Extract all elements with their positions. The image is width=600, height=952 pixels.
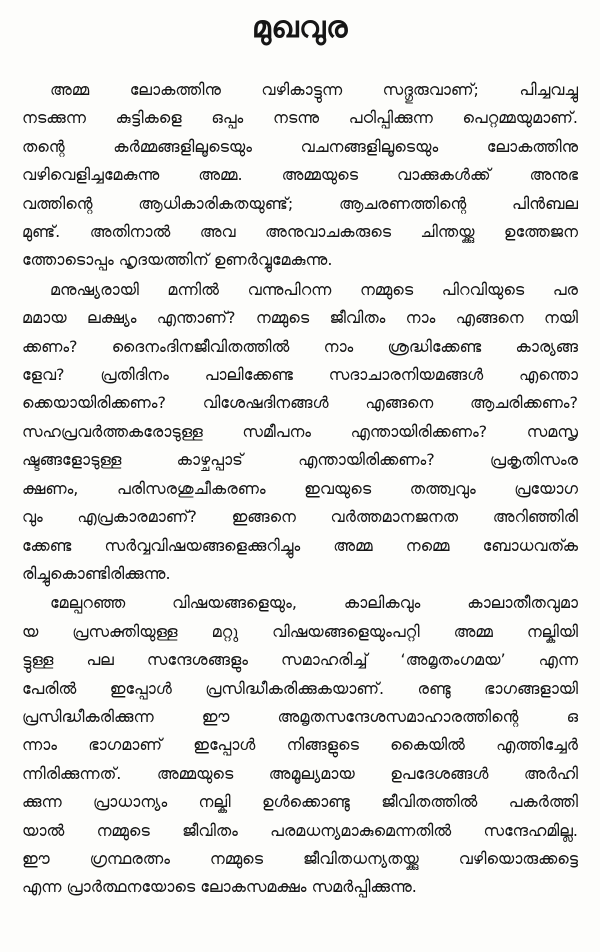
text-line: അമ്മ ലോകത്തിനു വഴികാട്ടുന്ന സദ്ഗുരുവാണ്; പിച്ചവച്ചു [50,80,578,99]
paragraph-3 [22,589,578,901]
text-line: വത്തിന്റെ ആധികാരികതയുണ്ട്; ആചരണത്തിന്റെ പിൻബല [22,193,578,213]
text-line: ട്ടുള്ള പല സന്ദേശങ്ങളും സമാഹരിച്ച് ‘അമൃതംഗമയ’ എന്ന [22,650,578,670]
text-line: നടക്കുന്ന കുട്ടികളെ ഒപ്പം നടന്നു പഠിപ്പിക്കുന്ന പെറ്റമ്മയുമാണ്. [22,108,578,128]
paragraph-2 [22,276,578,588]
text-line: വഴിവെളിച്ചമേകുന്നു അമ്മ. അമ്മയുടെ വാക്കുകൾക്ക് അനുഭ [22,165,578,185]
text-line: രിച്ചുകൊണ്ടിരിക്കുന്നു. [22,563,171,583]
text-line: ക്കേണ്ട സർവ്വവിഷയങ്ങളെക്കുറിച്ചും അമ്മ നമ്മെ ബോധവത്ക [22,535,578,555]
text-line: ത്തോടൊപ്പം ഹൃദയത്തിന് ഉണർവ്വുമേകുന്നു. [22,250,333,270]
text-line: പേരിൽ ഇപ്പോൾ പ്രസിദ്ധീകരിക്കുകയാണ്. രണ്ടു ഭാഗങ്ങളായി [22,678,578,698]
text-line: ക്ഷണം, പരിസരശുചീകരണം ഇവയുടെ തത്ത്വവും പ്രയോഗ [22,478,578,498]
text-line: ന്നിരിക്കുന്നത്. അമ്മയുടെ അമൂല്യമായ ഉപദേശങ്ങൾ അർഹി [22,763,578,783]
text-line: സഹപ്രവർത്തകരോടുള്ള സമീപനം എന്തായിരിക്കണം? സമസൃ [22,421,578,441]
text-line: മനുഷ്യരായി മന്നിൽ വന്നുപിറന്ന നമ്മുടെ പിറവിയുടെ പര [50,279,578,299]
text-line: മമായ ലക്ഷ്യം എന്താണ്? നമ്മുടെ ജീവിതം നാം എങ്ങനെ നയി [22,308,578,328]
text-line: ക്കെയായിരിക്കണം? വിശേഷദിനങ്ങൾ എങ്ങനെ ആചരിക്കണം? [22,393,578,413]
text-line: ളേവ? പ്രതിദിനം പാലിക്കേണ്ട സദാചാരനിയമങ്ങൾ എന്തൊ [22,365,578,385]
text-line: എന്ന പ്രാർത്ഥനയോടെ ലോകസമക്ഷം സമർപ്പിക്കുന്നു. [22,877,417,897]
text-line: തന്റെ കർമ്മങ്ങളിലൂടെയും വചനങ്ങളിലൂടെയും ലോകത്തിനു [22,136,578,156]
page-title: മുഖവുര [252,10,348,45]
text-line: ഷ്ടങ്ങളോടുള്ള കാഴ്ചപ്പാട് എന്തായിരിക്കണം? പ്രകൃതിസംര [22,450,578,470]
text-line: ഈ ഗ്രന്ഥരത്നം നമ്മുടെ ജീവിതധന്യതയ്ക്കു വഴിയൊരുക്കട്ടെ [22,848,578,868]
paragraph-1 [22,76,578,275]
text-line: മേല്പറഞ്ഞ വിഷയങ്ങളെയും, കാലികവും കാലാതീതവുമാ [50,593,578,613]
text-line: ക്കുന്ന പ്രാധാന്യം നല്കി ഉൾക്കൊണ്ടു ജീവിതത്തിൽ പകർത്തി [22,792,578,812]
text-line: യാൽ നമ്മുടെ ജീവിതം പരമധന്യമാകുമെന്നതിൽ സന്ദേഹമില്ല. [22,820,578,840]
text-line: പ്രസിദ്ധീകരിക്കുന്ന ഈ അമൃതസന്ദേശസമാഹാരത്തിന്റെ ഒ [22,706,578,726]
text-line: ക്കണം? ദൈനംദിനജീവിതത്തിൽ നാം ശ്രദ്ധിക്കേണ്ട കാര്യങ്ങ [22,336,578,356]
text-line: മുണ്ട്. അതിനാൽ അവ അനുവാചകരുടെ ചിന്തയ്ക്കു ഉത്തേജന [22,222,578,242]
text-line: ന്നാം ഭാഗമാണ് ഇപ്പോൾ നിങ്ങളുടെ കൈയിൽ എത്തിച്ചേർ [22,735,578,755]
text-line: വും എപ്രകാരമാണ്? ഇങ്ങനെ വർത്തമാനജനത അറിഞ്ഞിരി [22,507,578,527]
text-line: യ പ്രസക്തിയുള്ള മറ്റു വിഷയങ്ങളെയുംപറ്റി അമ്മ നല്കിയി [22,621,578,641]
